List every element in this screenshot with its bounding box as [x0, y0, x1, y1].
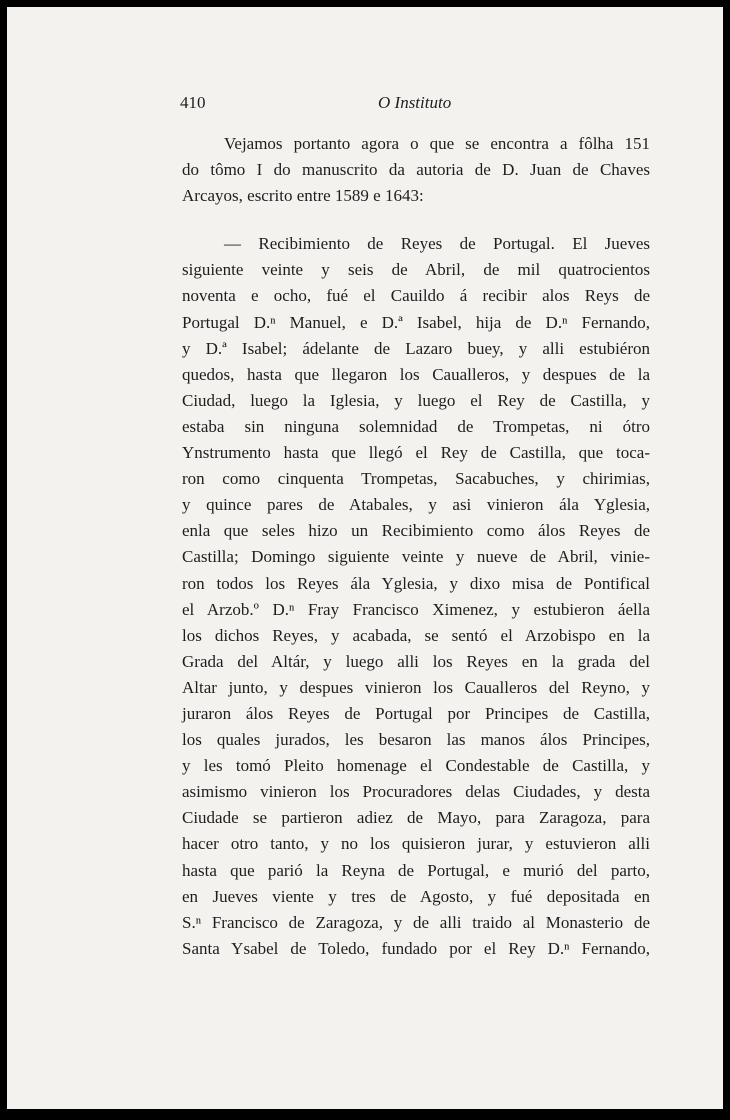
text-line: y les tomó Pleito homenage el Condestable de Castilla, y: [182, 756, 650, 776]
text-line: el Arzob.º D.ⁿ Fray Francisco Ximenez, y estubieron áella: [182, 599, 650, 619]
page-header: [180, 93, 650, 117]
text-line: hasta que parió la Reyna de Portugal, e murió del parto,: [182, 860, 650, 880]
text-line: estaba sin ninguna solemnidad de Trompetas, ni ótro: [182, 416, 650, 436]
text-line: Grada del Altár, y luego alli los Reyes en la grada del: [182, 651, 650, 671]
text-line: Ciudade se partieron adiez de Mayo, para Zaragoza, para: [182, 808, 650, 828]
text-line: Santa Ysabel de Toledo, fundado por el Rey D.ⁿ Fernando,: [182, 938, 650, 958]
text-line: Portugal D.ⁿ Manuel, e D.ª Isabel, hija de D.ⁿ Fernando,: [182, 312, 650, 332]
text-line: S.ⁿ Francisco de Zaragoza, y de alli traido al Monasterio de: [182, 912, 650, 932]
book-page: [7, 7, 723, 1109]
text-line: juraron álos Reyes de Portugal por Principes de Castilla,: [182, 703, 650, 723]
page-number: 410: [180, 93, 206, 112]
text-line: y D.ª Isabel; ádelante de Lazaro buey, y alli estubiéron: [182, 338, 650, 358]
text-line: y quince pares de Atabales, y asi vinieron ála Yglesia,: [182, 495, 650, 515]
text-line: Altar junto, y despues vinieron los Caualleros del Reyno, y: [182, 677, 650, 697]
text-line: los dichos Reyes, y acabada, se sentó el Arzobispo en la: [182, 625, 650, 645]
running-title: O Instituto: [378, 93, 452, 112]
text-line: quedos, hasta que llegaron los Caualleros, y despues de la: [182, 364, 650, 384]
text-line: siguiente veinte y seis de Abril, de mil quatrocientos: [182, 260, 650, 280]
text-line: Arcayos, escrito entre 1589 e 1643:: [182, 186, 424, 206]
text-line: noventa e ocho, fué el Cauildo á recibir alos Reys de: [182, 286, 650, 306]
text-line: — Recibimiento de Reyes de Portugal. El Jueves: [224, 234, 650, 254]
text-line: Vejamos portanto agora o que se encontra a fôlha 151: [224, 134, 650, 153]
text-line: ron como cinquenta Trompetas, Sacabuches, y chirimias,: [182, 469, 650, 489]
text-line: ron todos los Reyes ála Yglesia, y dixo misa de Pontifical: [182, 573, 650, 593]
quoted-paragraph: [182, 231, 650, 962]
text-line: Ciudad, luego la Iglesia, y luego el Rey de Castilla, y: [182, 390, 650, 410]
text-line: enla que seles hizo un Recibimiento como álos Reyes de: [182, 521, 650, 541]
text-line: Ynstrumento hasta que llegó el Rey de Castilla, que toca-: [182, 443, 650, 463]
body-text: [182, 131, 650, 962]
text-line: en Jueves viente y tres de Agosto, y fué depositada en: [182, 886, 650, 906]
text-line: do tômo I do manuscrito da autoria de D. Juan de Chaves: [182, 160, 650, 180]
text-line: asimismo vinieron los Procuradores delas Ciudades, y desta: [182, 782, 650, 802]
text-line: los quales jurados, les besaron las manos álos Principes,: [182, 730, 650, 750]
intro-paragraph: [182, 131, 650, 209]
text-line: hacer otro tanto, y no los quisieron jurar, y estuvieron alli: [182, 834, 650, 854]
text-line: Castilla; Domingo siguiente veinte y nueve de Abril, vinie-: [182, 547, 650, 567]
